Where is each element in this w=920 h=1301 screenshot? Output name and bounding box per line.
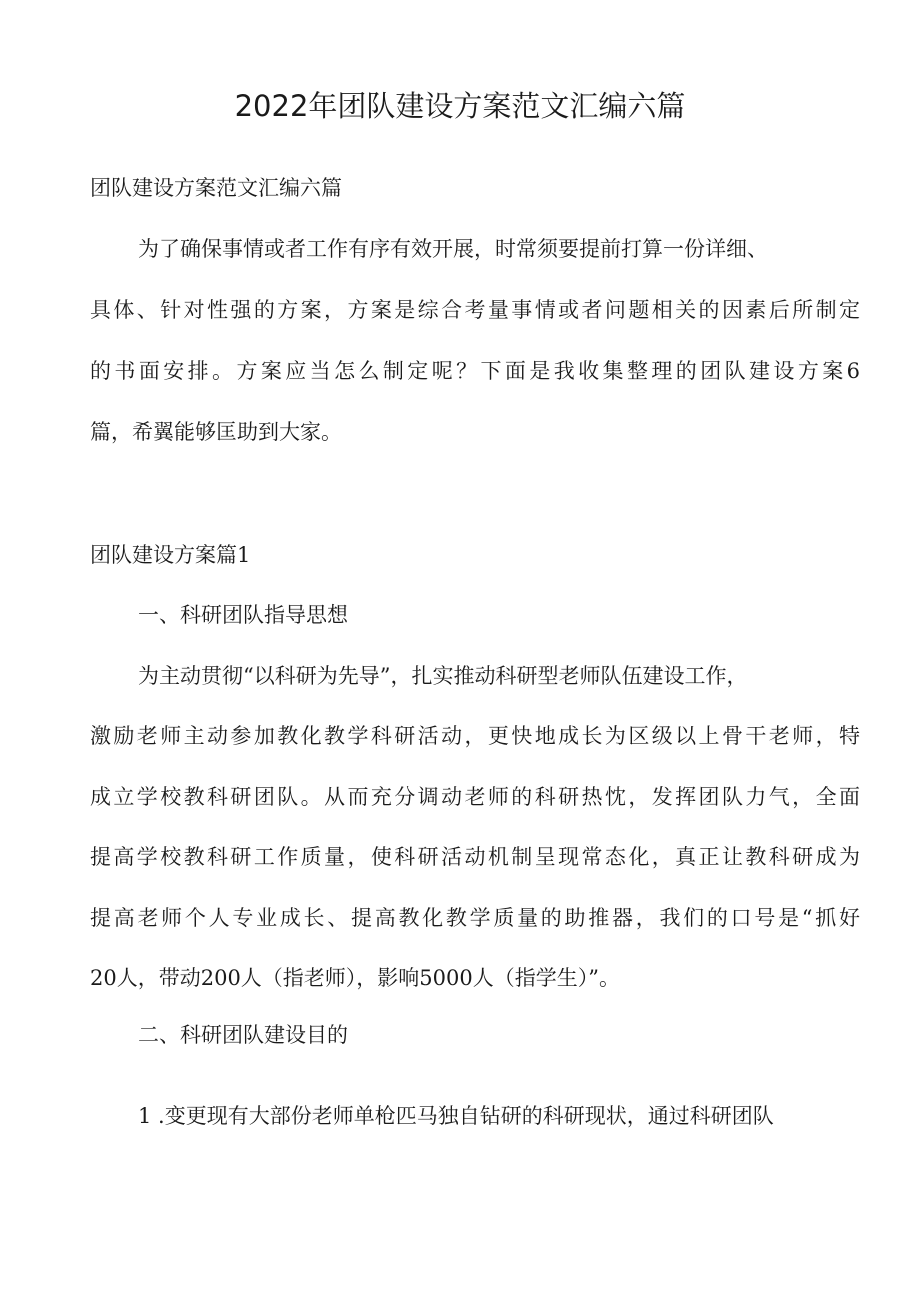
part1-line-5: 提高老师个人专业成长、提高教化教学质量的助推器，我们的口号是“抓好 [90,906,860,930]
intro-line-4: 篇，希翼能够匡助到大家。 [90,420,342,444]
intro-line-1: 为了确保事情或者工作有序有效开展，时常须要提前打算一份详细、 [138,237,768,261]
part1-line-1: 为主动贯彻“以科研为先导”，扎实推动科研型老师队伍建设工作， [138,664,748,688]
part1-heading: 一、科研团队指导思想 [138,603,348,627]
part1-line-3: 成立学校教科研团队。从而充分调动老师的科研热忱，发挥团队力气，全面 [90,785,860,809]
subtitle: 团队建设方案范文汇编六篇 [90,176,342,200]
list-item-1: 1 .变更现有大部份老师单枪匹马独自钻研的科研现状，通过科研团队 [138,1104,774,1128]
intro-line-3: 的书面安排。方案应当怎么制定呢？下面是我收集整理的团队建设方案6 [90,359,860,383]
part2-heading: 二、科研团队建设目的 [138,1023,348,1047]
part1-line-4: 提高学校教科研工作质量，使科研活动机制呈现常态化，真正让教科研成为 [90,845,860,869]
section-heading: 团队建设方案篇1 [90,543,251,567]
part1-line-2: 激励老师主动参加教化教学科研活动，更快地成长为区级以上骨干老师，特 [90,724,860,748]
intro-line-2: 具体、针对性强的方案，方案是综合考量事情或者问题相关的因素后所制定 [90,298,860,322]
document-title: 2022年团队建设方案范文汇编六篇 [234,89,686,123]
part1-line-6: 20人，带动200人（指老师），影响5000人（指学生）”。 [90,966,620,990]
